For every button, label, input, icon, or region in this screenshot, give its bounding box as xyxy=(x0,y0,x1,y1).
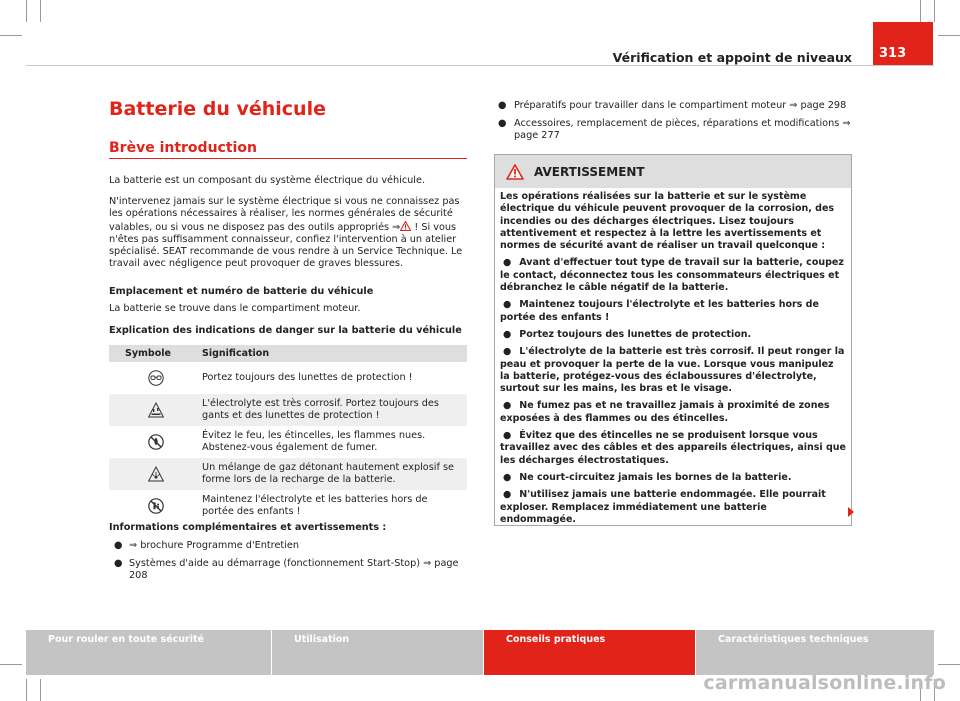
no-fire-icon xyxy=(148,434,164,450)
crop-mark xyxy=(938,35,960,36)
row-text: Portez toujours des lunettes de protection ! xyxy=(202,372,413,383)
crop-mark xyxy=(0,664,22,665)
list-item: ● Accessoires, remplacement de pièces, réparations et modifications ⇒ page 277 xyxy=(498,118,851,142)
table-row xyxy=(109,394,467,426)
table-row xyxy=(109,426,467,458)
col-meaning: Signification xyxy=(202,348,270,359)
warning-item: ● Évitez que des étincelles ne se produisent lorsque vous travaillez avec des câbles et des appareils électriques, ainsi que les décharges électrostatiques. xyxy=(500,430,846,466)
table-header xyxy=(109,345,467,362)
page-title: Batterie du véhicule xyxy=(109,98,326,120)
continue-arrow-icon xyxy=(848,507,854,517)
intro-text: La batterie est un composant du système électrique du véhicule. xyxy=(109,175,426,186)
row-text: Un mélange de gaz détonant hautement explosif se forme lors de la recharge de la batterie. xyxy=(202,462,454,486)
crop-mark xyxy=(26,0,27,22)
crop-mark xyxy=(920,0,921,22)
warning-link-icon[interactable] xyxy=(400,221,411,231)
explosive-icon xyxy=(148,466,164,482)
list-item: ● Systèmes d'aide au démarrage (fonctionnement Start-Stop) ⇒ page 208 xyxy=(114,558,459,582)
section-title: Vérification et appoint de niveaux xyxy=(612,50,852,65)
crop-mark xyxy=(934,0,935,22)
location-text: La batterie se trouve dans le compartiment moteur. xyxy=(109,303,361,314)
tab-caracteristiques[interactable]: Caractéristiques techniques xyxy=(696,630,934,675)
crop-mark xyxy=(0,35,22,36)
row-text: L'électrolyte est très corrosif. Portez toujours des gants et des lunettes de protection ! xyxy=(202,398,439,422)
safety-paragraph xyxy=(109,196,467,271)
crop-mark xyxy=(938,664,960,665)
subtitle-rule xyxy=(109,158,467,159)
footer-tabs xyxy=(26,630,934,675)
safety-text-b: ! Si vous n'êtes pas suffisamment connaisseur, confiez l'intervention à un atelier spécialisé. SEAT recommande de vous rendre à un Service Technique. Le travail avec négligence peut provoquer de graves blessures. xyxy=(109,221,463,270)
warning-item: ● L'électrolyte de la batterie est très corrosif. Il peut ronger la peau et provoquer la perte de la vue. Lorsque vous manipulez la batterie, protégez-vous des éclaboussures d'électrolyte, surtout sur les mains, les bras et le visage. xyxy=(500,346,845,395)
goggles-icon xyxy=(148,370,164,386)
crop-mark xyxy=(26,679,27,701)
crop-mark xyxy=(40,679,41,701)
corrosive-icon xyxy=(148,402,164,418)
info-link-maintenance[interactable]: ⇒ brochure Programme d'Entretien xyxy=(129,540,299,551)
watermark: carmanualsonline.info xyxy=(703,672,946,694)
warning-header xyxy=(495,155,851,188)
warning-body xyxy=(495,188,851,526)
warning-item: ● N'utilisez jamais une batterie endommagée. Elle pourrait exploser. Remplacez immédiatement une batterie endommagée. xyxy=(500,489,826,525)
danger-symbols-table xyxy=(109,345,467,522)
info-link-start-stop[interactable]: Systèmes d'aide au démarrage (fonctionnement Start-Stop) ⇒ page 208 xyxy=(129,558,459,582)
section-subtitle: Brève introduction xyxy=(109,140,257,156)
row-text: Évitez le feu, les étincelles, les flammes nues. Abstenez-vous également de fumer. xyxy=(202,430,426,454)
warning-intro: Les opérations réalisées sur la batterie et sur le système électrique du véhicule peuvent provoquer de la corrosion, des incendies ou des décharges électriques. Lisez toujours attentivement et respectez à la lettre les avertissements et normes de sécurité avant de réaliser un travail quelconque : xyxy=(500,191,835,252)
warning-triangle-icon xyxy=(506,164,524,180)
warning-item: ● Ne court-circuitez jamais les bornes de la batterie. xyxy=(503,471,792,483)
table-heading: Explication des indications de danger sur la batterie du véhicule xyxy=(109,325,462,336)
warning-item: ● Ne fumez pas et ne travaillez jamais à proximité de zones exposées à des flammes ou des étincelles. xyxy=(500,400,830,424)
table-row xyxy=(109,458,467,490)
table-row xyxy=(109,490,467,522)
keep-children-away-icon xyxy=(148,498,164,514)
col-symbol: Symbole xyxy=(125,348,171,359)
crop-mark xyxy=(40,0,41,22)
tab-utilisation[interactable]: Utilisation xyxy=(272,630,483,675)
tab-pour-rouler[interactable]: Pour rouler en toute sécurité xyxy=(26,630,271,675)
warning-box xyxy=(494,154,852,526)
list-item: ● Préparatifs pour travailler dans le compartiment moteur ⇒ page 298 xyxy=(498,100,847,111)
header-rule xyxy=(26,65,934,66)
warning-item: ● Maintenez toujours l'électrolyte et les batteries hors de portée des enfants ! xyxy=(500,299,819,323)
list-item: ● ⇒ brochure Programme d'Entretien xyxy=(114,540,299,551)
link-accessories[interactable]: Accessoires, remplacement de pièces, réparations et modifications ⇒ page 277 xyxy=(514,118,851,142)
link-engine-compartment[interactable]: Préparatifs pour travailler dans le compartiment moteur ⇒ page 298 xyxy=(514,100,847,111)
page-number: 313 xyxy=(873,22,933,66)
table-row xyxy=(109,362,467,394)
safety-text-a: N'intervenez jamais sur le système électrique si vous ne connaissez pas les opérations nécessaires à réaliser, les normes générales de sécurité valables, ou si vous ne disposez pas des outils appropriés ⇒ xyxy=(109,196,460,233)
location-heading: Emplacement et numéro de batterie du véhicule xyxy=(109,286,374,297)
warning-title: AVERTISSEMENT xyxy=(534,165,645,179)
tab-conseils-pratiques[interactable]: Conseils pratiques xyxy=(484,630,695,675)
warning-item: ● Portez toujours des lunettes de protection. xyxy=(503,328,752,340)
row-text: Maintenez l'électrolyte et les batteries hors de portée des enfants ! xyxy=(202,494,428,518)
warning-item: ● Avant d'effectuer tout type de travail sur la batterie, coupez le contact, déconnectez tous les consommateurs électriques et débranchez le câble négatif de la batterie. xyxy=(500,257,844,294)
info-heading: Informations complémentaires et avertissements : xyxy=(109,522,387,533)
